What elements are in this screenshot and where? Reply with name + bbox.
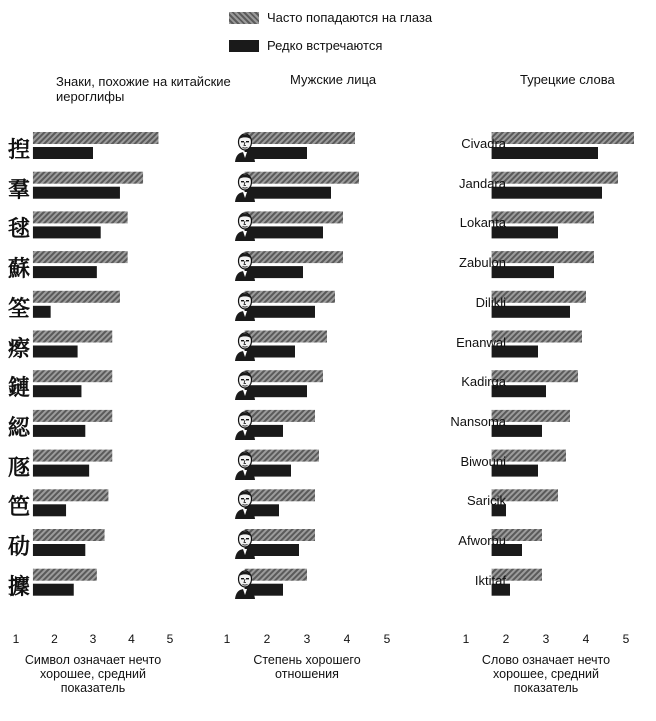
- bar-frequent-panel1-row9: [33, 450, 112, 462]
- bar-rare-panel1-row4: [33, 266, 97, 278]
- bar-frequent-panel3-row2: [492, 172, 618, 184]
- bar-frequent-panel1-row5: [33, 291, 120, 303]
- hieroglyph-icon: 笆: [8, 494, 31, 521]
- bar-frequent-panel1-row3: [33, 211, 128, 223]
- bar-rare-panel1-row1: [33, 147, 93, 159]
- male-face-icon: [233, 567, 257, 599]
- tick-label: 5: [383, 632, 391, 646]
- bar-rare-panel1-row6: [33, 346, 78, 358]
- male-face-icon: [233, 329, 257, 361]
- hieroglyph-icon: 鏈: [8, 375, 31, 402]
- bar-rare-panel1-row11: [33, 544, 85, 556]
- bar-rare-panel1-row8: [33, 425, 85, 437]
- tick-label: 2: [263, 632, 271, 646]
- hieroglyph-icon: 瘵: [8, 335, 31, 362]
- tick-label: 3: [303, 632, 311, 646]
- hieroglyph-icon: 羣: [8, 176, 31, 203]
- hieroglyph-icon: 豗: [8, 454, 31, 481]
- word-label: Iktitaf: [474, 572, 506, 588]
- hieroglyph-icon: 綛: [8, 414, 31, 441]
- tick-label: 4: [582, 632, 590, 646]
- word-label: Biwouni: [460, 453, 506, 469]
- hieroglyph-icon: 蘇: [8, 256, 31, 283]
- tick-label: 1: [223, 632, 231, 646]
- panel-title-faces: Мужские лица: [290, 72, 377, 87]
- bar-rare-panel3-row1: [492, 147, 598, 159]
- male-face-icon: [233, 249, 257, 281]
- bar-frequent-panel2-row1: [245, 132, 355, 144]
- bar-frequent-panel3-row1: [492, 132, 634, 144]
- bar-frequent-panel1-row1: [33, 132, 159, 144]
- tick-label: 1: [12, 632, 20, 646]
- bar-frequent-panel1-row7: [33, 370, 112, 382]
- bar-frequent-panel2-row2: [245, 172, 359, 184]
- male-face-icon: [233, 368, 257, 400]
- word-label: Saricik: [466, 493, 506, 509]
- hieroglyph-icon: 筌: [8, 295, 31, 322]
- x-axis-label: Слово означает нечто хорошее, средний показатель: [481, 653, 611, 695]
- word-label: Afworbu: [458, 533, 506, 548]
- bar-rare-panel1-row10: [33, 504, 66, 516]
- male-face-icon: [233, 170, 257, 202]
- tick-label: 2: [51, 632, 58, 646]
- bar-rare-panel3-row2: [492, 187, 602, 199]
- word-label: Nansoma: [450, 413, 506, 429]
- bar-rare-panel1-row12: [33, 584, 74, 596]
- hieroglyph-icon: 劯: [8, 534, 31, 560]
- bar-frequent-panel1-row8: [33, 410, 112, 422]
- bar-rare-panel1-row3: [33, 226, 101, 238]
- bar-frequent-panel1-row11: [33, 529, 105, 541]
- word-label: Enanwal: [456, 334, 506, 350]
- word-label: Dilikli: [475, 294, 506, 310]
- word-label: Civadra: [461, 136, 506, 151]
- word-label: Kadirga: [461, 374, 506, 390]
- word-label: Lokanta: [459, 215, 506, 231]
- tick-label: 2: [502, 632, 510, 646]
- male-face-icon: [233, 487, 257, 519]
- male-face-icon: [233, 209, 257, 241]
- bar-rare-panel1-row7: [33, 385, 82, 397]
- bar-frequent-panel1-row2: [33, 172, 143, 184]
- bar-rare-panel2-row2: [245, 187, 331, 199]
- word-label: Zabulon: [459, 255, 506, 271]
- x-axis-label: Символ означает нечто хорошее, средний показатель: [24, 653, 162, 695]
- hieroglyph-icon: 揑: [8, 137, 31, 163]
- bar-frequent-panel3-row4: [492, 251, 594, 263]
- x-axis-label: Степень хорошего отношения: [253, 653, 361, 681]
- bar-frequent-panel2-row3: [245, 211, 343, 223]
- male-face-icon: [233, 527, 257, 559]
- tick-label: 5: [622, 632, 630, 646]
- hieroglyph-icon: 攈: [8, 573, 31, 600]
- hieroglyph-icon: 毬: [8, 216, 31, 243]
- tick-label: 3: [89, 632, 97, 646]
- bar-frequent-panel1-row12: [33, 569, 97, 581]
- bar-rare-panel1-row5: [33, 306, 51, 318]
- word-label: Jandara: [459, 175, 506, 191]
- legend-label-frequent: Часто попадаются на глаза: [267, 10, 433, 25]
- tick-label: 4: [128, 632, 135, 646]
- male-face-icon: [233, 289, 257, 321]
- male-face-icon: [233, 448, 257, 480]
- bar-rare-panel1-row2: [33, 187, 120, 199]
- tick-label: 3: [542, 632, 550, 646]
- bar-frequent-panel1-row6: [33, 331, 112, 343]
- bar-frequent-panel1-row4: [33, 251, 128, 263]
- legend-label-rare: Редко встречаются: [267, 38, 383, 53]
- male-face-icon: [233, 408, 257, 440]
- panel-title-hieroglyphs: Знаки, похожие на китайские иероглифы: [56, 74, 231, 104]
- bar-frequent-panel2-row5: [245, 291, 335, 303]
- bar-frequent-panel3-row3: [492, 211, 594, 223]
- panel-title-words: Турецкие слова: [520, 72, 615, 87]
- male-face-icon: [233, 130, 257, 162]
- bar-rare-panel1-row9: [33, 465, 89, 477]
- tick-label: 4: [343, 632, 351, 646]
- bar-frequent-panel1-row10: [33, 489, 108, 501]
- tick-label: 5: [166, 632, 174, 646]
- bar-frequent-panel2-row4: [245, 251, 343, 263]
- tick-label: 1: [462, 632, 470, 646]
